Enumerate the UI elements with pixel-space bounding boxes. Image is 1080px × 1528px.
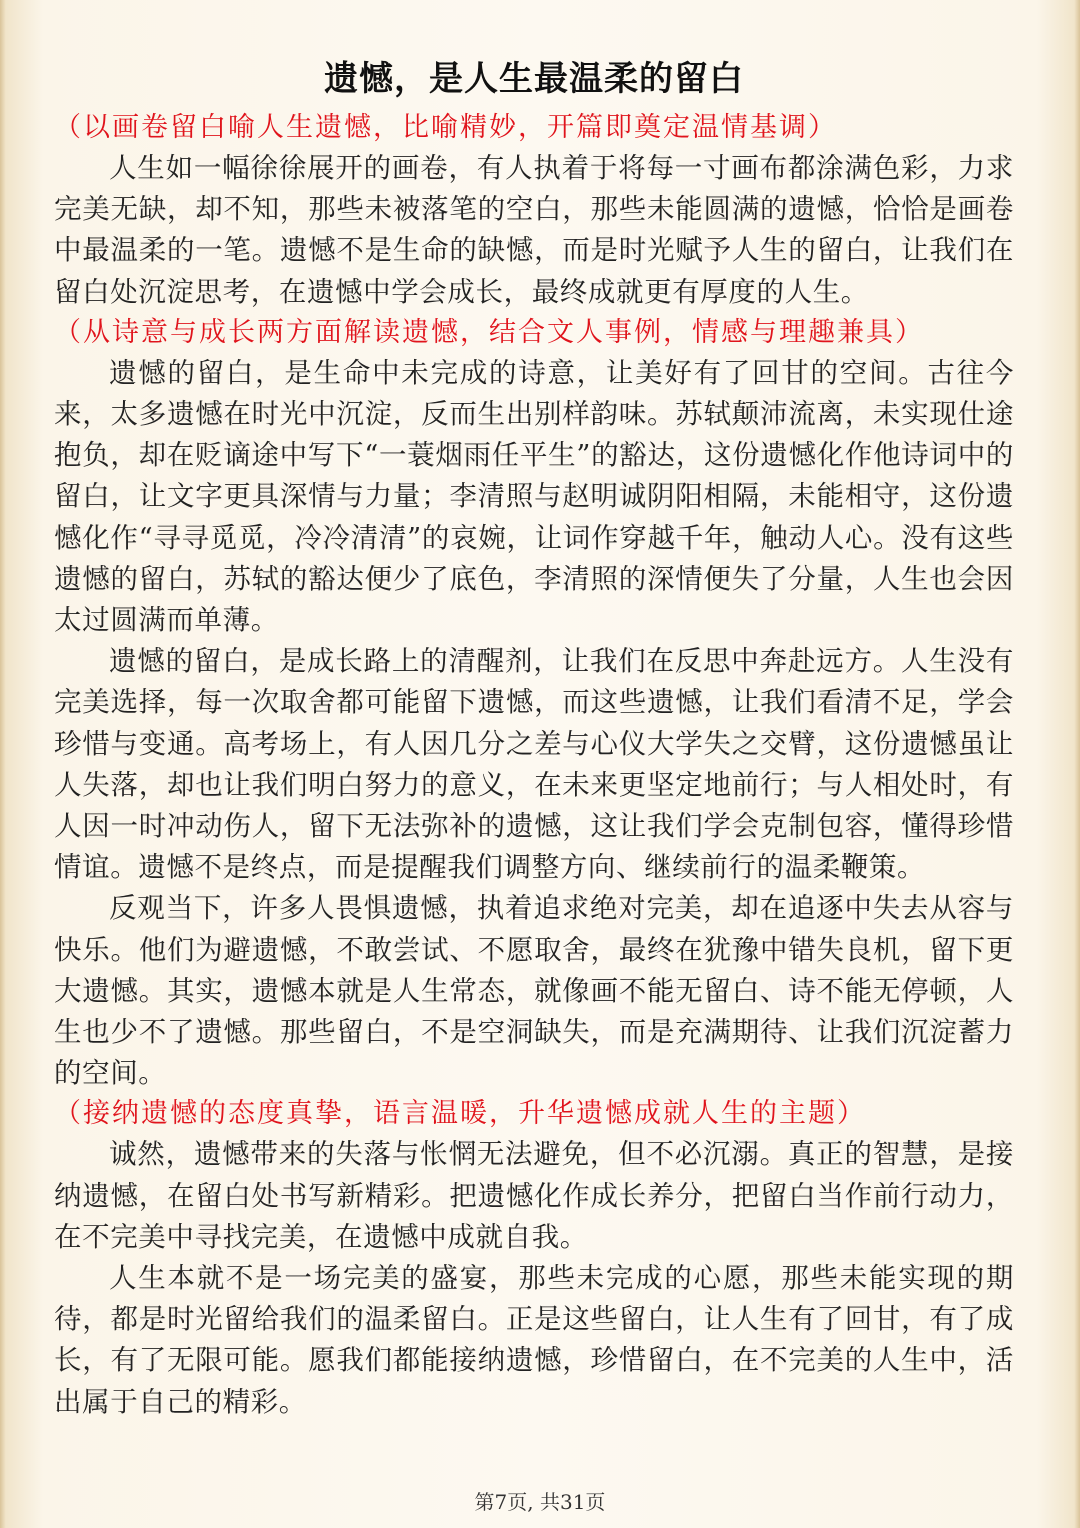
essay-title: 遗憾，是人生最温柔的留白 — [324, 59, 744, 99]
page-number: 第7页, 共31页 — [474, 1490, 606, 1514]
paragraph-2: 遗憾的留白，是生命中未完成的诗意，让美好有了回甘的空间。古往今来，太多遗憾在时光中沉淀，反而生出别样韵味。苏轼颠沛流离，未实现仕途抱负，却在贬谪途中写下“一蓑烟雨任平生”的豁达，这份遗憾化作他诗词中的留白，让文字更具深情与力量；李清照与赵明诚阴阳相隔，未能相守，这份遗憾化作“寻寻觅觅，冷冷清清”的哀婉，让词作穿越千年，触动人心。没有这些遗憾的留白，苏轼的豁达便少了底色，李清照的深情便失了分量，人生也会因太过圆满而单薄。 — [54, 356, 1014, 637]
page-edge-left — [0, 0, 6, 1528]
paragraph-6: 人生本就不是一场完美的盛宴，那些未完成的心愿，那些未能实现的期待，都是时光留给我们的温柔留白。正是这些留白，让人生有了回甘，有了成长，有了无限可能。愿我们都能接纳遗憾，珍惜留白，在不完美的人生中，活出属于自己的精彩。 — [54, 1262, 1014, 1418]
comment-note-3: （接纳遗憾的态度真挚，语言温暖，升华遗憾成就人生的主题） — [54, 1098, 866, 1130]
paragraph-1: 人生如一幅徐徐展开的画卷，有人执着于将每一寸画布都涂满色彩，力求完美无缺，却不知，那些未被落笔的空白，那些未能圆满的遗憾，恰恰是画卷中最温柔的一笔。遗憾不是生命的缺憾，而是时光赋予人生的留白，让我们在留白处沉淀思考，在遗憾中学会成长，最终成就更有厚度的人生。 — [54, 152, 1014, 308]
page-edge-right — [1074, 0, 1080, 1528]
document-body — [54, 50, 1014, 1423]
comment-note-2: （从诗意与成长两方面解读遗憾，结合文人事例，情感与理趣兼具） — [54, 316, 924, 348]
paragraph-4: 反观当下，许多人畏惧遗憾，执着追求绝对完美，却在追逐中失去从容与快乐。他们为避遗憾，不敢尝试、不愿取舍，最终在犹豫中错失良机，留下更大遗憾。其实，遗憾本就是人生常态，就像画不能无留白、诗不能无停顿，人生也少不了遗憾。那些留白，不是空洞缺失，而是充满期待、让我们沉淀蓄力的空间。 — [54, 892, 1014, 1090]
paragraph-5: 诚然，遗憾带来的失落与怅惘无法避免，但不必沉溺。真正的智慧，是接纳遗憾，在留白处书写新精彩。把遗憾化作成长养分，把留白当作前行动力，在不完美中寻找完美，在遗憾中成就自我。 — [54, 1138, 1014, 1253]
paragraph-3: 遗憾的留白，是成长路上的清醒剂，让我们在反思中奔赴远方。人生没有完美选择，每一次取舍都可能留下遗憾，而这些遗憾，让我们看清不足，学会珍惜与变通。高考场上，有人因几分之差与心仪大学失之交臂，这份遗憾虽让人失落，却也让我们明白努力的意义，在未来更坚定地前行；与人相处时，有人因一时冲动伤人，留下无法弥补的遗憾，这让我们学会克制包容，懂得珍惜情谊。遗憾不是终点，而是提醒我们调整方向、继续前行的温柔鞭策。 — [54, 645, 1014, 884]
comment-note-1: （以画卷留白喻人生遗憾，比喻精妙，开篇即奠定温情基调） — [54, 112, 837, 143]
